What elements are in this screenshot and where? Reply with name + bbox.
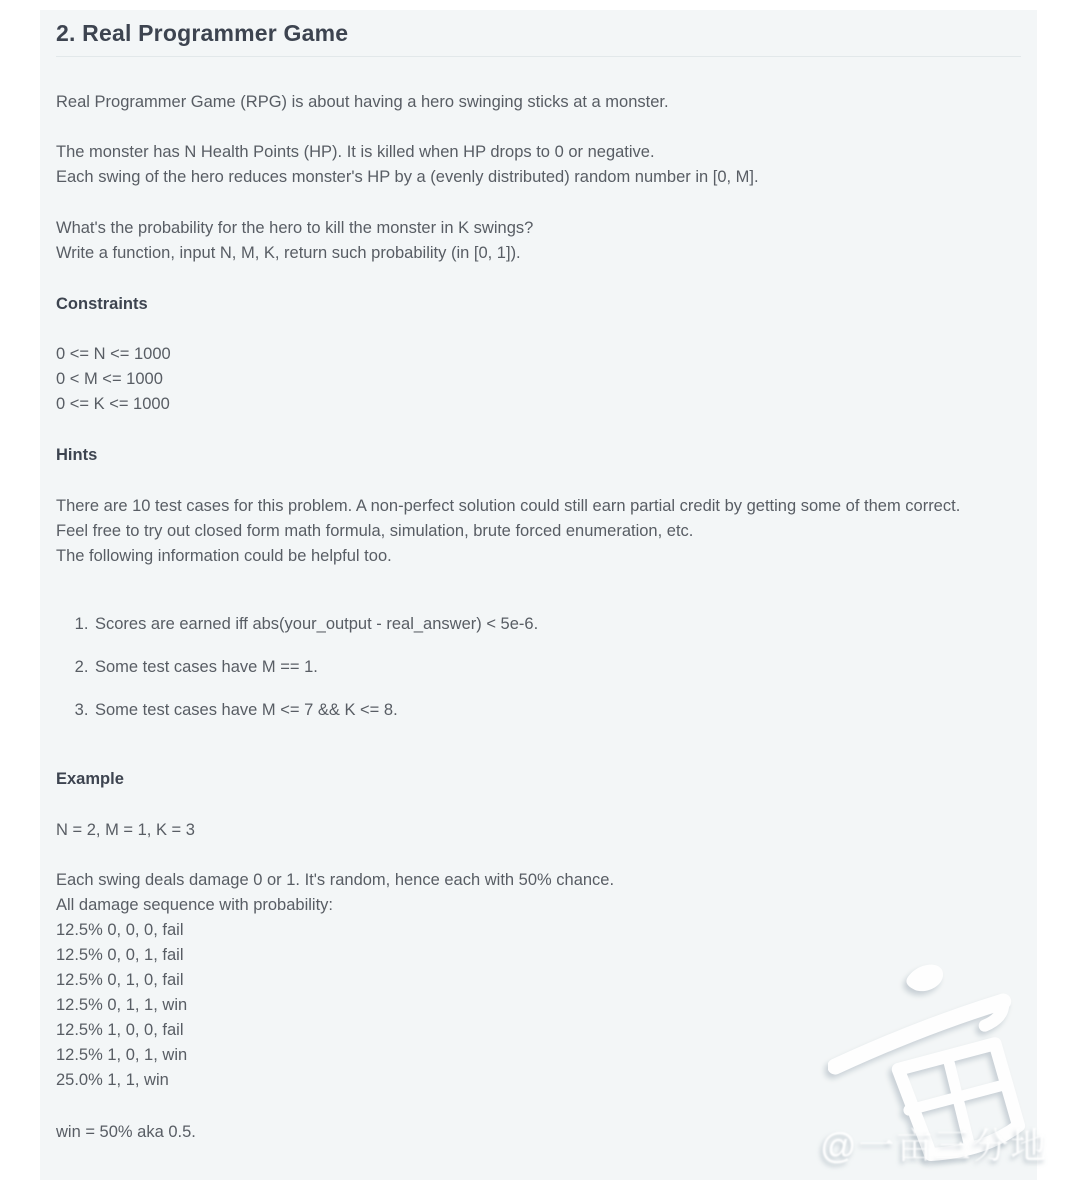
probability-line: 25.0% 1, 1, win [56, 1071, 169, 1089]
hints-paragraph [56, 494, 961, 569]
text-line: win = 50% aka 0.5. [56, 1123, 196, 1141]
text-line: Each swing deals damage 0 or 1. It's random, hence each with 50% chance. [56, 871, 615, 889]
constraint-line: 0 <= N <= 1000 [56, 345, 171, 363]
description-paragraph [56, 140, 1021, 190]
text-line: Feel free to try out closed form math formula, simulation, brute forced enumeration, etc. [56, 522, 694, 540]
text-line: Real Programmer Game (RPG) is about having a hero swinging sticks at a monster. [56, 93, 669, 111]
watermark-credit: @一亩三分地 [820, 1125, 1049, 1166]
example-result [56, 1120, 1021, 1145]
example-explanation [56, 868, 1021, 1093]
probability-line: 12.5% 0, 0, 0, fail [56, 921, 184, 939]
hints-heading: Hints [56, 446, 98, 464]
constraint-line: 0 <= K <= 1000 [56, 395, 170, 413]
text-line: The following information could be helpful too. [56, 547, 392, 565]
probability-line: 12.5% 1, 0, 1, win [56, 1046, 188, 1064]
constraints-list [56, 342, 1021, 417]
text-line: What's the probability for the hero to kill the monster in K swings? [56, 219, 534, 237]
constraint-line: 0 < M <= 1000 [56, 370, 163, 388]
probability-line: 12.5% 0, 0, 1, fail [56, 946, 184, 964]
question-paragraph [56, 216, 1021, 266]
example-params [56, 818, 1021, 843]
example-heading: Example [56, 770, 124, 788]
text-line: The monster has N Health Points (HP). It is killed when HP drops to 0 or negative. [56, 143, 655, 161]
text-line: Each swing of the hero reduces monster's HP by a (evenly distributed) random number in [0, M]. [56, 168, 759, 186]
hint-item: 2. Some test cases have M == 1. [93, 655, 1021, 680]
problem-statement-panel [40, 10, 1037, 1180]
probability-line: 12.5% 0, 1, 1, win [56, 996, 188, 1014]
constraints-heading: Constraints [56, 295, 148, 313]
probability-line: 12.5% 1, 0, 0, fail [56, 1021, 184, 1039]
hints-numbered-list [56, 612, 1021, 723]
text-line: Write a function, input N, M, K, return such probability (in [0, 1]). [56, 244, 521, 262]
text-line: N = 2, M = 1, K = 3 [56, 821, 195, 839]
text-line: All damage sequence with probability: [56, 896, 333, 914]
hint-item: 1. Scores are earned iff abs(your_output - real_answer) < 5e-6. [93, 612, 1021, 637]
title-divider [56, 56, 1021, 57]
probability-line: 12.5% 0, 1, 0, fail [56, 971, 184, 989]
hint-item: 3. Some test cases have M <= 7 && K <= 8. [93, 698, 1021, 723]
intro-paragraph [56, 90, 1021, 115]
text-line: There are 10 test cases for this problem. A non-perfect solution could still earn partial credit by getting some of them correct. [56, 497, 961, 515]
page-title: 2. Real Programmer Game [56, 20, 349, 46]
